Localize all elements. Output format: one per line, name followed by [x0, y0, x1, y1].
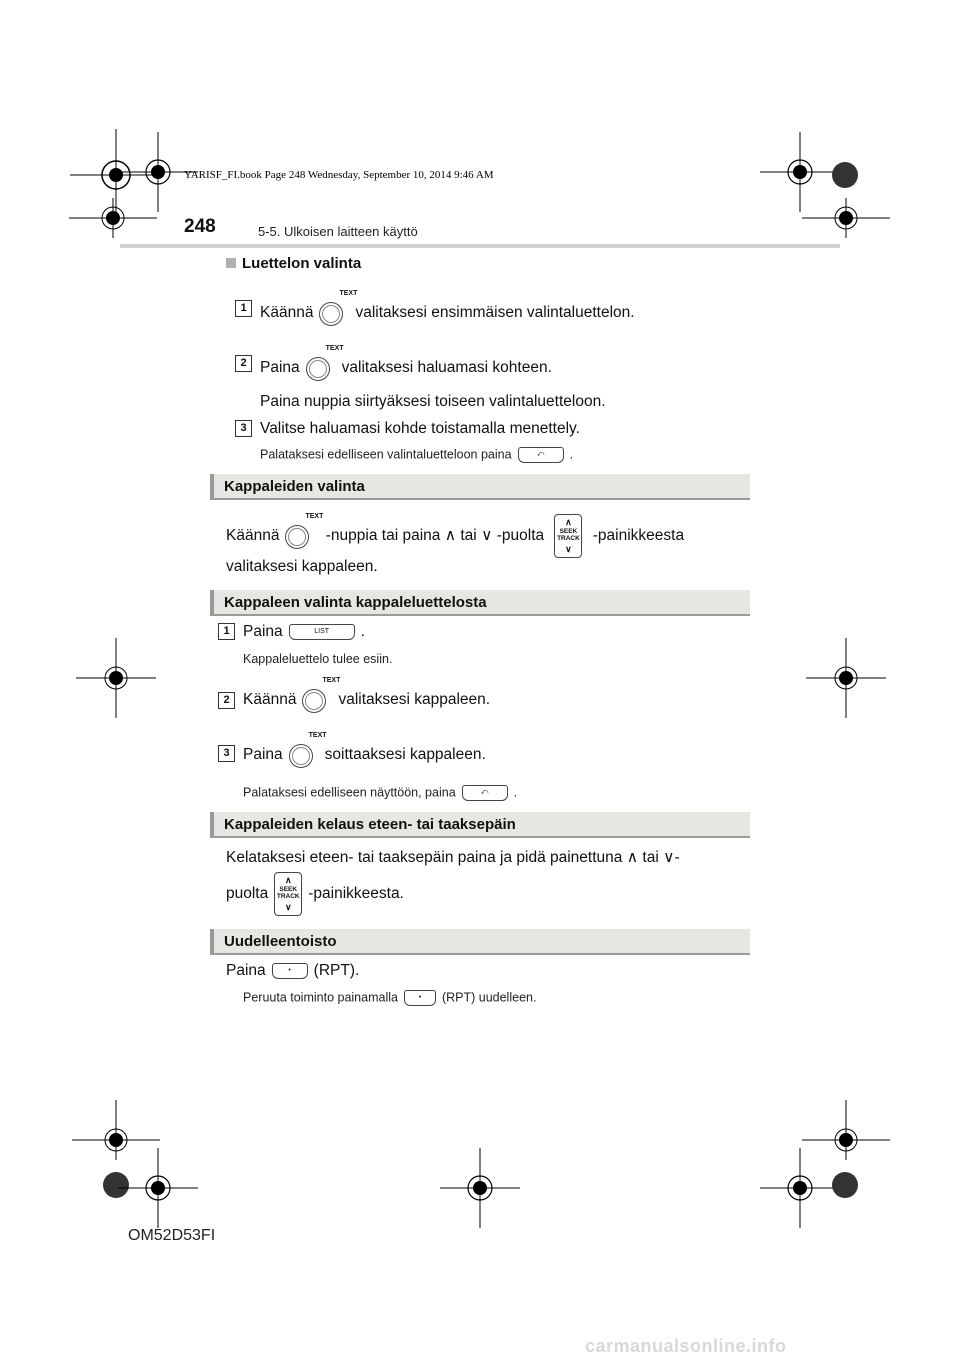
tune-dial-icon: TEXT — [319, 298, 349, 328]
tune-dial-icon: TEXT — [306, 353, 336, 383]
book-info: YARISF_FI.book Page 248 Wednesday, September 10, 2014 9:46 AM — [184, 169, 494, 181]
section-header: Kappaleen valinta kappaleluettelosta — [210, 590, 750, 616]
step-number: 1 — [218, 623, 235, 640]
square-bullet-icon — [226, 258, 236, 268]
rpt-button-icon: • — [272, 963, 308, 979]
track-list-note-1: Kappaleluettelo tulee esiin. — [243, 652, 393, 666]
document-code: OM52D53FI — [128, 1227, 216, 1244]
list-note: Palataksesi edelliseen valintaluetteloon paina ⤺ . — [260, 447, 574, 462]
track-list-step-1: Paina LIST . — [243, 623, 365, 640]
track-selection-line-1: Käännä TEXT -nuppia tai paina ∧ tai ∨ -puolta ∧ SEEK TRACK ∨ -painikkeesta — [226, 514, 746, 558]
step-number: 2 — [235, 355, 252, 372]
down-arrow-icon: ∨ — [663, 849, 675, 866]
list-step-2: Paina TEXT valitaksesi haluamasi kohteen. — [260, 353, 552, 383]
step-number: 3 — [218, 745, 235, 762]
up-arrow-icon: ∧ — [444, 527, 457, 545]
seek-track-button-icon: ∧ SEEK TRACK ∨ — [554, 514, 582, 558]
step-number: 2 — [218, 692, 235, 709]
fast-forward-line-1: Kelataksesi eteen- tai taaksepäin paina ja pidä painettuna ∧ tai ∨- — [226, 849, 680, 866]
repeat-note: Peruuta toiminto painamalla • (RPT) uudelleen. — [243, 990, 537, 1005]
list-step-3: Valitse haluamasi kohde toistamalla menettely. — [260, 420, 580, 437]
back-button-icon: ⤺ — [518, 447, 564, 463]
tune-dial-icon: TEXT — [302, 685, 332, 715]
track-list-note-2: Palataksesi edelliseen näyttöön, paina ⤺ . — [243, 785, 518, 800]
tune-dial-icon: TEXT — [289, 740, 319, 770]
rpt-button-icon: • — [404, 990, 436, 1006]
header-divider — [120, 244, 840, 248]
list-step-2-extra: Paina nuppia siirtyäksesi toiseen valintaluetteloon. — [260, 393, 606, 410]
seek-track-button-icon: ∧ SEEK TRACK ∨ — [274, 872, 302, 916]
step-number: 1 — [235, 300, 252, 317]
track-list-step-2: Käännä TEXT valitaksesi kappaleen. — [243, 685, 490, 715]
step-number: 3 — [235, 420, 252, 437]
track-selection-line-2: valitaksesi kappaleen. — [226, 558, 378, 575]
section-header: Kappaleiden valinta — [210, 474, 750, 500]
section-header: Kappaleiden kelaus eteen- tai taaksepäin — [210, 812, 750, 838]
track-list-step-3: Paina TEXT soittaaksesi kappaleen. — [243, 740, 486, 770]
down-arrow-icon: ∨ — [481, 527, 493, 545]
repeat-line: Paina • (RPT). — [226, 962, 360, 979]
fast-forward-line-2: puolta ∧ SEEK TRACK ∨ -painikkeesta. — [226, 872, 404, 916]
page-number: 248 — [184, 216, 216, 237]
watermark: carmanualsonline.info — [585, 1336, 787, 1356]
list-button-icon: LIST — [289, 624, 355, 640]
section-header: Uudelleentoisto — [210, 929, 750, 955]
up-arrow-icon: ∧ — [626, 849, 639, 866]
list-selection-heading: Luettelon valinta — [226, 255, 361, 272]
tune-dial-icon: TEXT — [285, 521, 315, 551]
back-button-icon: ⤺ — [462, 785, 508, 801]
section-title: 5-5. Ulkoisen laitteen käyttö — [258, 224, 418, 239]
list-step-1: Käännä TEXT valitaksesi ensimmäisen valintaluettelon. — [260, 298, 635, 328]
